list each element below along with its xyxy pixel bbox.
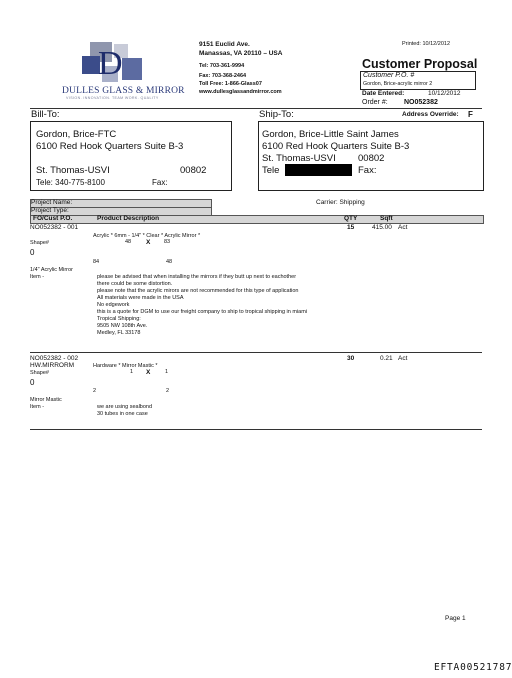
item2-item-label: Item - (30, 404, 45, 410)
page-number: Page 1 (445, 615, 466, 622)
ship-to-fax: Fax: (358, 165, 377, 176)
item2-x: X (146, 369, 151, 376)
item1-note-1: please be advised that when installing the mirrors if they butt up next to eachother (97, 274, 297, 280)
carrier: Carrier: Shipping (316, 199, 365, 206)
item1-note-3: please note that the acrylic mirors are not recommended for this type of application (97, 288, 299, 294)
item1-shape-label: Shape# (30, 240, 49, 246)
ship-to-label: Ship-To: (259, 109, 294, 120)
item2-shape-label: Shape# (30, 370, 49, 376)
item2-id: NO052382 - 002 (30, 355, 79, 362)
item2-dim1: 2 (93, 388, 97, 394)
redaction-bar (285, 164, 352, 176)
item1-height: 83 (164, 239, 171, 245)
company-fax: Fax: 703-368-2464 (199, 73, 247, 79)
ship-to-line2: 6100 Red Hook Quarters Suite B-3 (262, 141, 410, 152)
item2-code: HW.MIRRORM (30, 362, 75, 369)
col-product-description: Product Description (97, 215, 160, 222)
company-logo (62, 38, 185, 100)
col-qty: QTY (344, 215, 358, 222)
item1-dim2: 48 (166, 259, 173, 265)
order-number-label: Order #: (362, 99, 388, 106)
item1-qty: 15 (347, 224, 355, 231)
printed-date: Printed: 10/12/2012 (402, 41, 451, 47)
project-type-label: Project Type: (31, 207, 69, 214)
date-entered-value: 10/12/2012 (428, 90, 461, 97)
document-title: Customer Proposal (362, 57, 478, 71)
company-website: www.dullesglassandmirror.com (199, 89, 282, 95)
item1-act: Act (398, 224, 408, 231)
svg-text:D: D (98, 45, 123, 82)
item2-dim2: 2 (166, 388, 170, 394)
item2-zero: 0 (30, 378, 35, 387)
item1-zero: 0 (30, 248, 35, 257)
bill-to-zip: 00802 (180, 165, 207, 176)
item2-type: Mirror Mastic (30, 397, 62, 403)
item1-id: NO052382 - 001 (30, 224, 79, 231)
address-override-label: Address Override: (402, 111, 459, 118)
item2-act: Act (398, 355, 408, 362)
customer-po-value: Gordon, Brice-acrylic mirror 2 (363, 81, 433, 87)
item1-item-label: Item - (30, 274, 45, 280)
item1-x: X (146, 239, 151, 246)
bill-to-line2: 6100 Red Hook Quarters Suite B-3 (36, 141, 184, 152)
item1-note-9: Medley, FL 33178 (97, 330, 141, 336)
item2-description: Hardware * Mirror Mastic * (93, 363, 158, 369)
address-override-value: F (468, 110, 473, 119)
bill-to-tele: Tele: 340-775-8100 (36, 178, 105, 187)
item2-height: 1 (165, 369, 169, 375)
bill-to-label: Bill-To: (31, 109, 60, 120)
bill-to-city: St. Thomas-USVI (36, 165, 110, 176)
item2-sqft: 0.21 (380, 355, 393, 362)
customer-po-label: Customer P.O. # (363, 72, 415, 79)
col-fo-cust-po: FO/Cust P.O. (33, 215, 73, 222)
item1-width: 48 (125, 239, 132, 245)
item1-note-4: All materials were made in the USA (97, 295, 184, 301)
bill-to-line1: Gordon, Brice-FTC (36, 129, 117, 140)
company-name: DULLES GLASS & MIRROR (62, 86, 185, 96)
item1-dim1: 84 (93, 259, 100, 265)
item2-width: 1 (130, 369, 134, 375)
item2-note-2: 30 tubes in one case (97, 411, 148, 417)
company-tagline: VISION. INNOVATION. TEAM WORK. QUALITY (66, 96, 159, 100)
company-tollfree: Toll Free: 1-866-Glass07 (199, 81, 262, 87)
item1-note-8: 9505 NW 108th Ave. (97, 323, 148, 329)
company-tel: Tel: 703-361-9994 (199, 63, 245, 69)
company-city: Manassas, VA 20110 – USA (199, 50, 283, 57)
date-entered-label: Date Entered: (362, 90, 405, 97)
item1-note-2: there could be some distortion. (97, 281, 173, 287)
logo-mark-icon (62, 38, 172, 88)
document-id: EFTA00521787 (434, 662, 512, 673)
item1-note-7: Tropical Shipping: (97, 316, 141, 322)
item1-type: 1/4" Acrylic Mirror (30, 267, 73, 273)
ship-to-line1: Gordon, Brice-Little Saint James (262, 129, 399, 140)
company-street: 9151 Euclid Ave. (199, 41, 250, 48)
item1-note-6: this is a quote for DGM to use our freight company to ship to tropical shipping in miami (97, 309, 308, 315)
ship-to-zip: 00802 (358, 153, 385, 164)
item2-qty: 30 (347, 355, 355, 362)
ship-to-city: St. Thomas-USVI (262, 153, 336, 164)
ship-to-tele: Tele (262, 165, 280, 176)
project-name-label: Project Name: (31, 199, 73, 206)
item1-sqft: 415.00 (372, 224, 392, 231)
bill-to-fax: Fax: (152, 178, 168, 187)
order-number-value: NO052382 (404, 99, 438, 106)
item2-note-1: we are using sealbond (97, 404, 153, 410)
item1-description: Acrylic * 6mm - 1/4" * Clear * Acrylic Mirror * (93, 233, 201, 239)
item1-note-5: No edgework (97, 302, 130, 308)
col-sqft: Sqft (380, 215, 393, 222)
